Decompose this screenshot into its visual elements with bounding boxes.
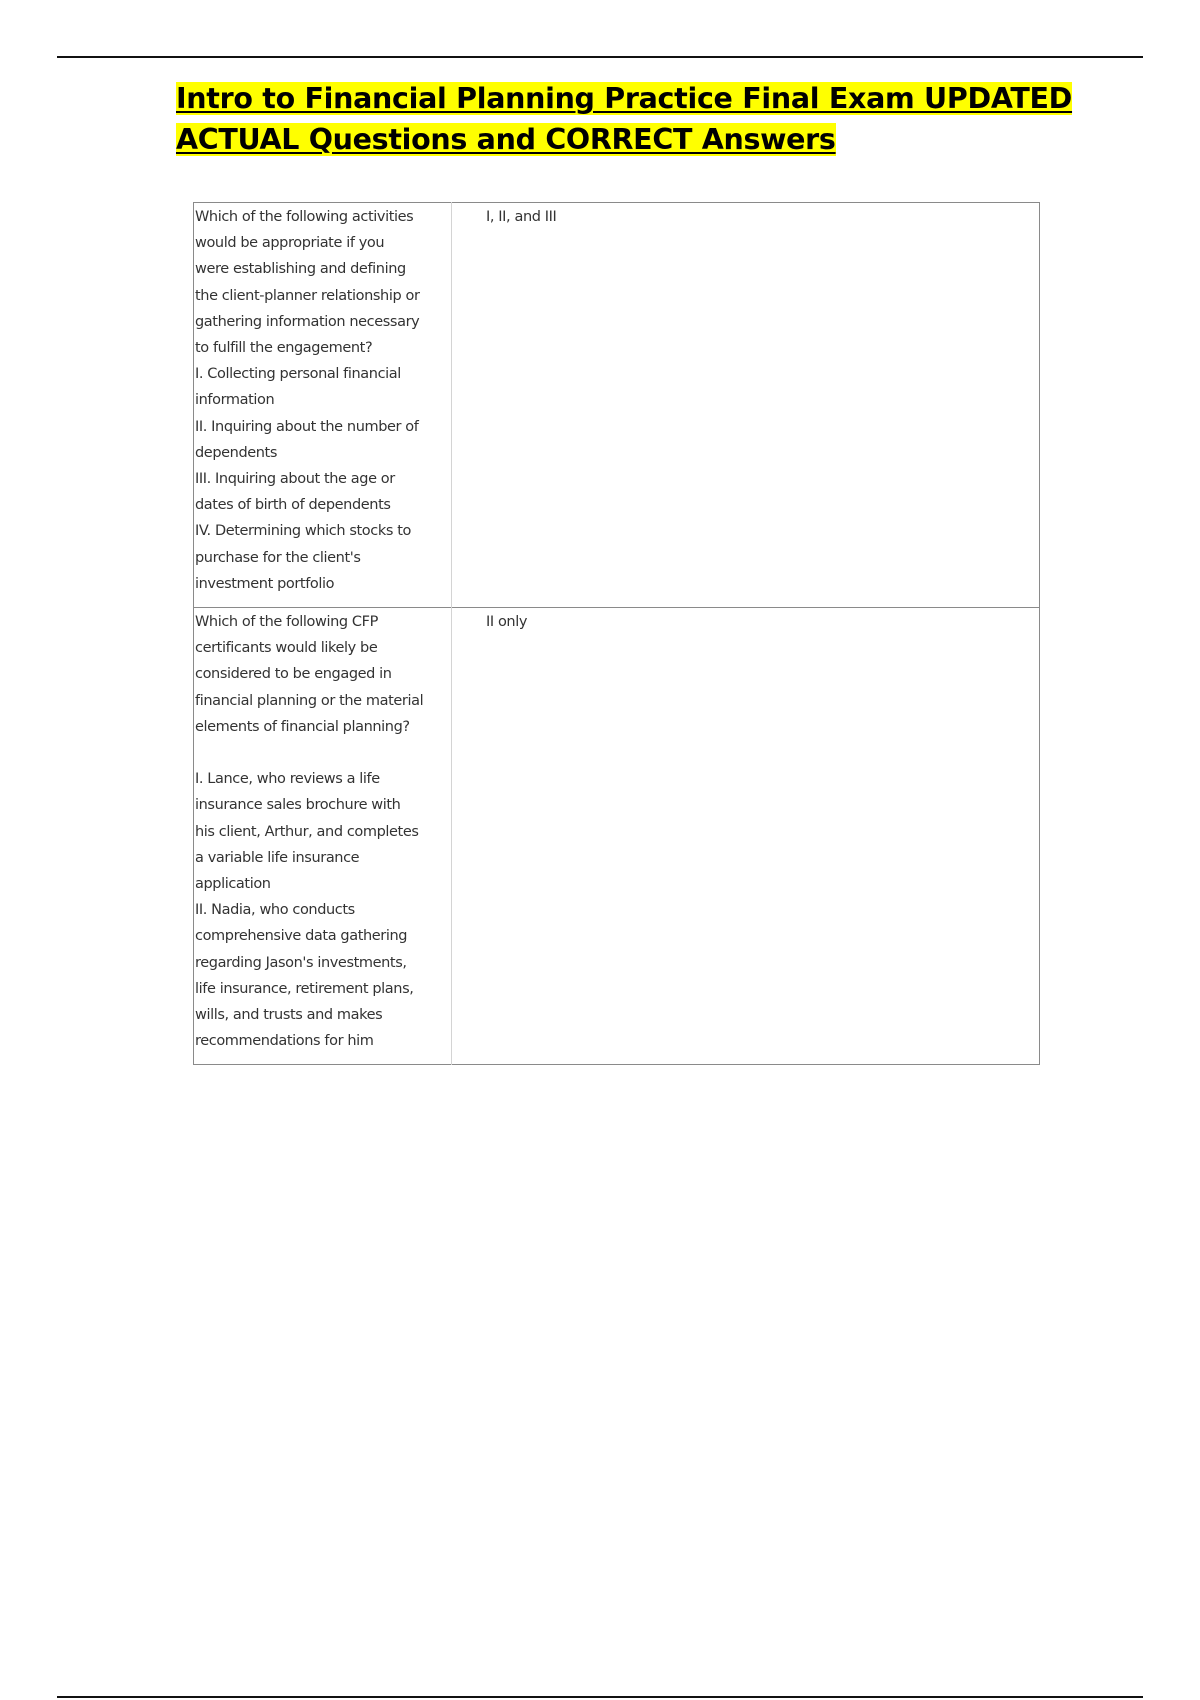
question-line: financial planning or the material [195, 692, 424, 709]
question-line: I. Lance, who reviews a life [195, 771, 380, 788]
question-line: II. Inquiring about the number of [195, 418, 419, 435]
page-title [176, 78, 1076, 160]
answer-cell [452, 203, 1040, 608]
question-line: IV. Determining which stocks to [195, 523, 411, 540]
question-line: III. Inquiring about the age or [195, 471, 395, 488]
question-cell [194, 203, 452, 608]
question-line: investment portfolio [195, 575, 335, 592]
question-line: I. Collecting personal financial [195, 366, 401, 383]
question-line: wills, and trusts and makes [195, 1007, 383, 1024]
question-line: a variable life insurance [195, 849, 360, 866]
question-line: his client, Arthur, and completes [195, 823, 419, 840]
title-line: ACTUAL Questions and CORRECT Answers [176, 123, 836, 156]
question-cell [194, 608, 452, 1065]
qa-table [193, 202, 1040, 1065]
question-line: life insurance, retirement plans, [195, 980, 414, 997]
question-line: Which of the following CFP [195, 614, 378, 631]
question-line [195, 740, 451, 766]
question-line: recommendations for him [195, 1033, 374, 1050]
bottom-rule [57, 1696, 1143, 1698]
answer-cell [452, 608, 1040, 1065]
question-line: considered to be engaged in [195, 666, 392, 683]
question-line: certificants would likely be [195, 640, 378, 657]
question-line: were establishing and defining [195, 261, 406, 278]
question-line: insurance sales brochure with [195, 797, 401, 814]
question-line: comprehensive data gathering [195, 928, 408, 945]
question-line: II. Nadia, who conducts [195, 902, 355, 919]
question-line: dates of birth of dependents [195, 497, 391, 514]
question-line: to fulfill the engagement? [195, 340, 373, 357]
question-line: dependents [195, 444, 277, 461]
question-line: elements of financial planning? [195, 718, 410, 735]
table-row [194, 608, 1040, 1065]
answer-text: I, II, and III [486, 209, 557, 225]
question-line: Which of the following activities [195, 209, 414, 225]
answer-text: II only [486, 614, 528, 631]
table-row [194, 203, 1040, 608]
question-line: purchase for the client's [195, 549, 361, 566]
question-line: application [195, 876, 271, 893]
question-line: the client-planner relationship or [195, 287, 420, 304]
top-rule [57, 56, 1143, 58]
question-line: would be appropriate if you [195, 235, 385, 252]
question-line: regarding Jason's investments, [195, 954, 407, 971]
title-line: Intro to Financial Planning Practice Final Exam UPDATED [176, 82, 1073, 115]
question-line: gathering information necessary [195, 313, 420, 330]
qa-table-body [194, 203, 1040, 1065]
question-line: information [195, 392, 275, 409]
